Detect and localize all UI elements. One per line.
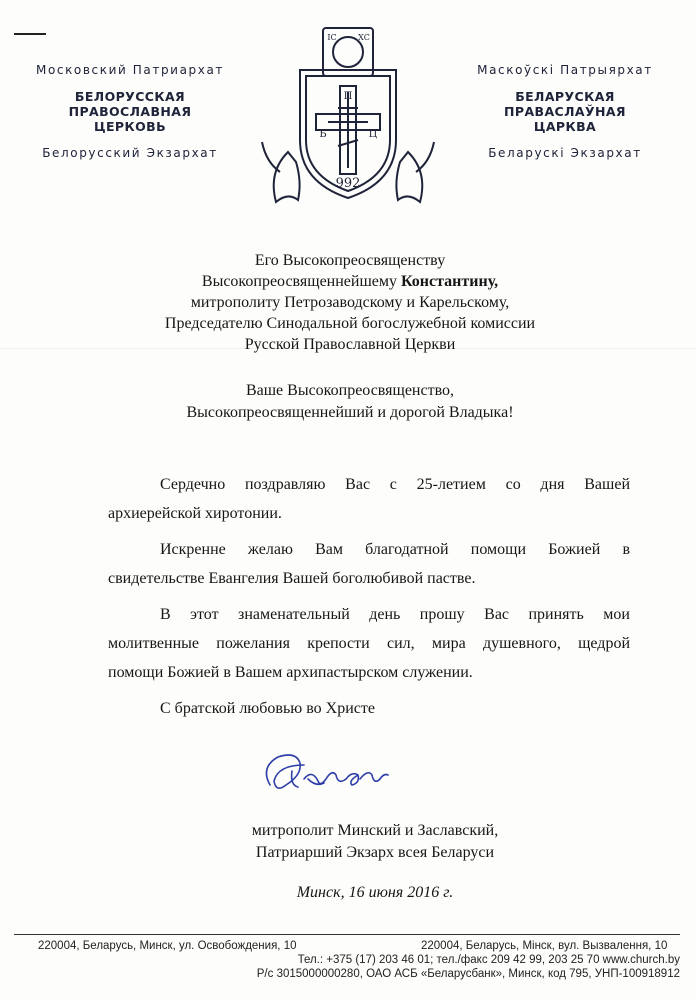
paragraph-line: В этот знаменательный день прошу Вас принять мои xyxy=(160,606,630,623)
footer-contacts: Тел.: +375 (17) 203 46 01; тел./факс 209 42 99, 203 25 70 www.church.by xyxy=(297,954,680,966)
signer-line: митрополит Минский и Заславский, xyxy=(251,822,499,839)
top-mark xyxy=(14,33,46,35)
signer-title xyxy=(150,820,600,864)
org-name-by: Маскоўскі Патрыярхат xyxy=(477,63,653,77)
letterhead-right xyxy=(460,63,670,160)
addressee-line: митрополиту Петрозаводскому и Карельскому, xyxy=(190,294,510,311)
addressee-line: Русской Православной Церкви xyxy=(244,336,456,353)
addressee-block xyxy=(100,250,600,355)
paragraph-line: Сердечно поздравляю Вас с 25-летием со дня Вашей xyxy=(160,476,630,493)
salutation-line: Высокопреосвященнейший и дорогой Владыка! xyxy=(186,404,514,421)
church-name-line: ЦЕРКОВЬ xyxy=(94,119,166,134)
addressee-title: Высокопреосвященнейшему xyxy=(201,273,401,290)
church-name-line: ЦАРКВА xyxy=(533,119,597,134)
footer-bank-details: Р/с 3015000000280, ОАО АСБ «Беларусбанк», Минск, код 795, УНП-100918912 xyxy=(256,968,680,980)
closing-line: С братской любовью во Христе xyxy=(160,700,375,717)
church-name-ru xyxy=(20,89,240,134)
footer-address-ru: 220004, Беларусь, Минск, ул. Освобождения, 10 xyxy=(38,940,297,952)
letterhead-left xyxy=(20,63,240,160)
org-name-ru: Московский Патриархат xyxy=(35,63,224,77)
salutation-line: Ваше Высокопреосвященство, xyxy=(245,382,455,399)
addressee-line xyxy=(100,271,600,292)
emblem-letter: Ц xyxy=(368,129,378,140)
salutation xyxy=(100,380,600,424)
paragraph-1 xyxy=(108,470,630,528)
footer-address-by: 220004, Беларусь, Мінск, вул. Вызвалення, 10 xyxy=(421,940,668,952)
addressee-name: Константину, xyxy=(401,273,499,290)
church-name-line: БЕЛАРУСКАЯ xyxy=(515,89,615,104)
addressee-line: Его Высокопреосвященству xyxy=(254,252,446,269)
emblem-year: 992 xyxy=(335,176,361,191)
footer-divider xyxy=(14,934,680,935)
church-name-by xyxy=(460,89,670,134)
emblem-letter: XC xyxy=(358,33,370,42)
paragraph-3 xyxy=(108,600,630,687)
signer-line: Патриарший Экзарх всея Беларуси xyxy=(255,844,495,861)
paragraph-line: помощи Божией в Вашем архипастырском служении. xyxy=(108,664,473,681)
church-name-line: ПРАВАСЛАЎНАЯ xyxy=(504,104,626,119)
exarchate-name-ru: Белорусский Экзархат xyxy=(42,146,218,160)
emblem-letter: IC xyxy=(327,33,337,42)
paragraph-line: молитвенные пожелания крепости сил, мира душевного, щедрой xyxy=(108,635,630,652)
church-emblem xyxy=(258,22,438,214)
paragraph-2 xyxy=(108,535,630,593)
paragraph-line: свидетельстве Евангелия Вашей боголюбивой пастве. xyxy=(108,570,476,587)
emblem-letter: П xyxy=(343,91,353,102)
place-date: Минск, 16 июня 2016 г. xyxy=(296,884,454,901)
emblem-letter: Б xyxy=(319,129,327,140)
handwritten-signature xyxy=(248,745,418,805)
paragraph-line: архиерейской хиротонии. xyxy=(108,505,282,522)
church-name-line: ПРАВОСЛАВНАЯ xyxy=(68,104,192,119)
exarchate-name-by: Беларускі Экзархат xyxy=(488,146,642,160)
paragraph-line: Искренне желаю Вам благодатной помощи Божией в xyxy=(160,541,630,558)
addressee-line: Председателю Синодальной богослужебной комиссии xyxy=(164,315,536,332)
church-name-line: БЕЛОРУССКАЯ xyxy=(74,89,186,104)
